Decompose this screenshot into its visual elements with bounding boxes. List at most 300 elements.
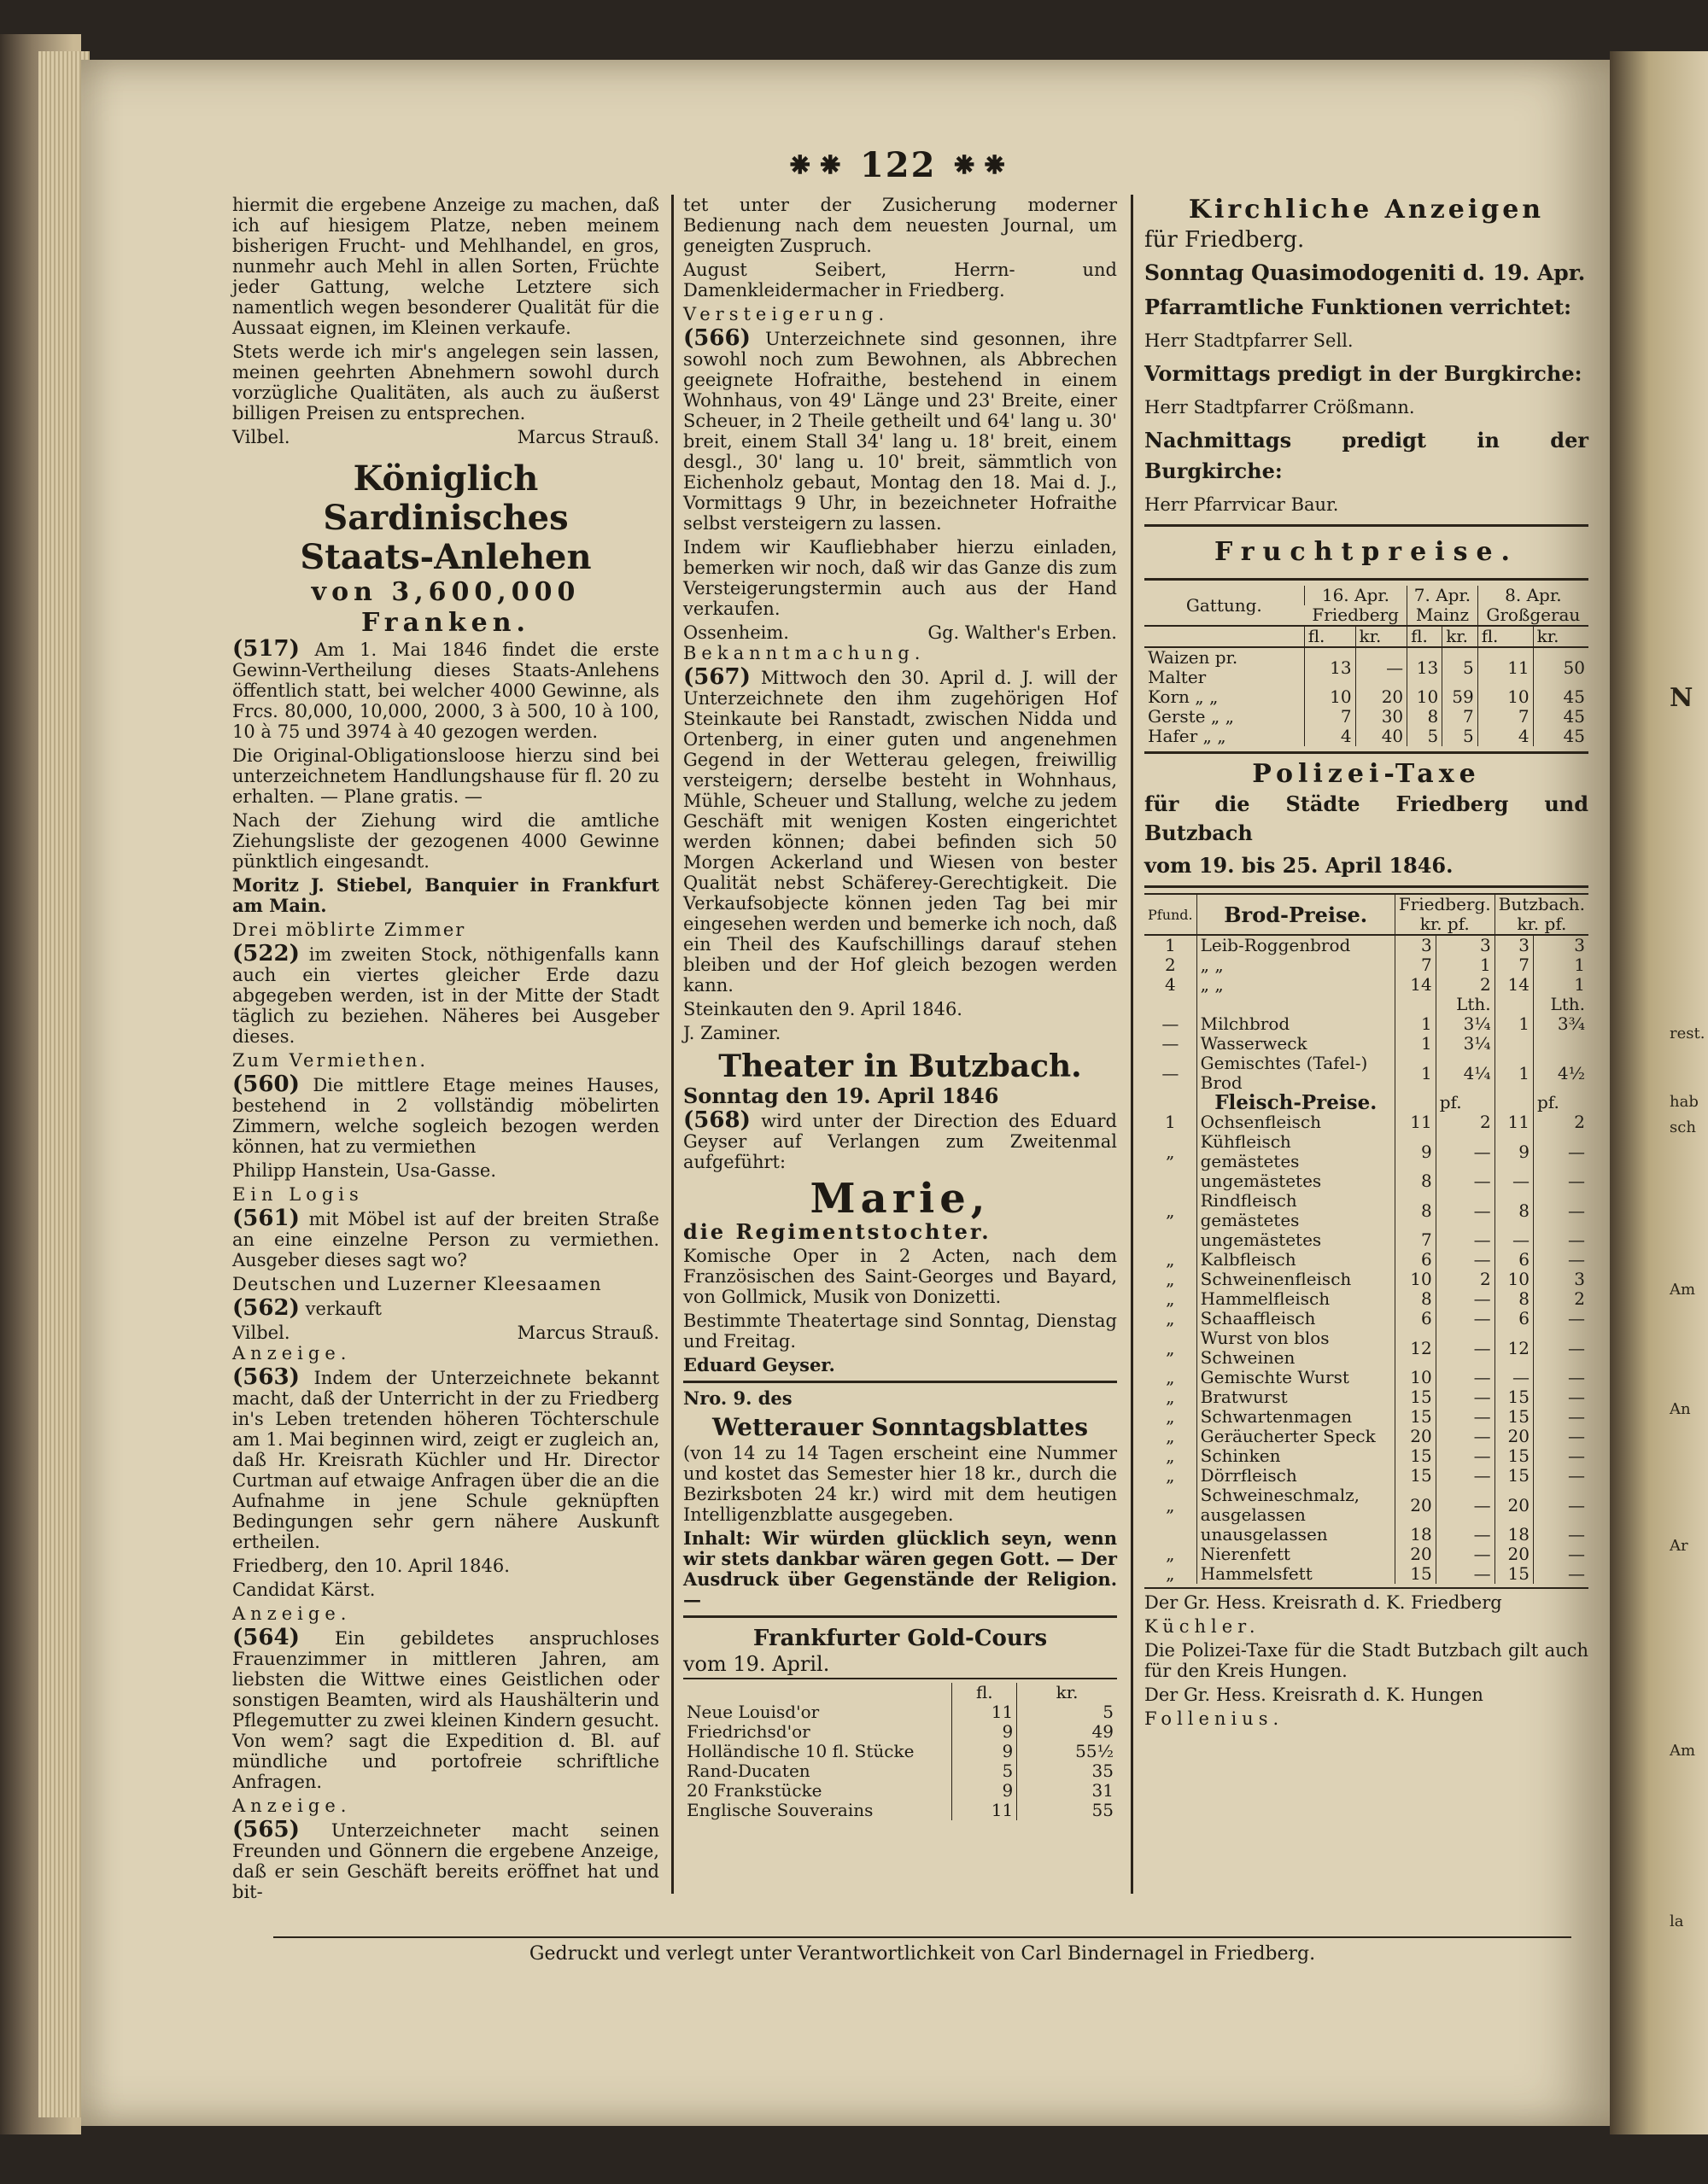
col-header	[1494, 894, 1588, 935]
church-place: für Friedberg.	[1144, 227, 1305, 253]
ad-number: (562)	[232, 1295, 300, 1321]
price-cell: 3¼	[1436, 1014, 1494, 1034]
col-header-label: Friedberg.	[1398, 894, 1491, 914]
opera-days: Bestimmte Theatertage sind Sonntag, Dienstag und Freitag.	[683, 1311, 1117, 1352]
signer: Moritz J. Stiebel, Banquier in Frankfurt am Main.	[232, 874, 659, 916]
weight-cell: „	[1166, 1337, 1175, 1358]
price-cell: 4	[1304, 727, 1355, 746]
signer: Küchler.	[1144, 1616, 1261, 1637]
item-name	[1196, 995, 1395, 1014]
col-header-unit: kr. pf.	[1419, 914, 1470, 934]
unit: fl.	[1304, 626, 1355, 647]
weight-cell: —	[1161, 1013, 1179, 1034]
price-cell: —	[1436, 1427, 1494, 1446]
ad-565	[232, 1819, 659, 1902]
church-title: Kirchliche Anzeigen	[1188, 195, 1545, 225]
police-date: vom 19. bis 25. April 1846.	[1144, 853, 1454, 878]
weight-cell: 1	[1164, 1112, 1176, 1132]
price-cell: —	[1533, 1230, 1588, 1250]
page-number-value: 122	[859, 145, 937, 185]
price-cell: 15	[1494, 1564, 1533, 1584]
weight-cell: „	[1166, 1249, 1175, 1270]
rule	[683, 1678, 1117, 1679]
weight-cell: 4	[1164, 974, 1176, 995]
price-cell: 1	[1533, 975, 1588, 995]
column-3	[1144, 195, 1588, 1732]
price-cell: —	[1533, 1486, 1588, 1525]
rule	[1144, 524, 1588, 527]
price-cell: 10	[1395, 1368, 1436, 1387]
church-person: Herr Pfarrvicar Baur.	[1144, 494, 1339, 515]
price-cell: 1	[1395, 1034, 1436, 1054]
price-cell: 14	[1494, 975, 1533, 995]
price-cell: 3	[1436, 935, 1494, 955]
ad-text: Nach der Ziehung wird die amtliche Ziehungsliste der gezogenen 4000 Gewinne pünktlich eingesandt.	[232, 810, 659, 872]
price-cell: —	[1533, 1309, 1588, 1329]
weight-cell	[1144, 1525, 1196, 1545]
brod-rows	[1144, 935, 1588, 1093]
price-cell: —	[1436, 1564, 1494, 1584]
col-header: kr.	[1017, 1683, 1117, 1702]
church-person: Herr Stadtpfarrer Crößmann.	[1144, 397, 1415, 418]
unit: pf.	[1533, 1093, 1588, 1112]
place: Vilbel.	[232, 427, 290, 447]
price-cell: —	[1533, 1132, 1588, 1171]
price-cell: 3¼	[1436, 1034, 1494, 1054]
ad-number: (560)	[232, 1072, 300, 1097]
price-cell: 14	[1395, 975, 1436, 995]
theater-date: Sonntag den 19. April 1846	[683, 1083, 999, 1108]
rule	[1144, 885, 1588, 888]
price-cell: —	[1533, 1564, 1588, 1584]
table-row	[683, 1742, 1117, 1761]
ad-text: Am 1. Mai 1846 findet die erste Gewinn-Vertheilung dieses Staats-Anlehens öffentlich statt, bei welcher 4000 Gewinne, als Frcs. 80,000, 10,000, 2000, 3 à 500, 10 à 100, 10 à 75 und 3974 à 40 gezogen werden.	[232, 639, 659, 742]
col-header	[1395, 894, 1494, 935]
church-person: Herr Stadtpfarrer Sell.	[1144, 330, 1354, 351]
price-fl: 5	[952, 1761, 1017, 1781]
rule	[683, 1381, 1117, 1383]
table-row	[1144, 1014, 1588, 1034]
signature	[232, 1323, 659, 1343]
loan-amount: von 3,600,000 Franken.	[311, 577, 581, 638]
ad-566	[683, 325, 1117, 534]
price-cell: 59	[1442, 687, 1478, 707]
signer: Philipp Hanstein, Usa-Gasse.	[232, 1160, 497, 1181]
price-cell: —	[1533, 1387, 1588, 1407]
price-cell	[1533, 1034, 1588, 1054]
table-row	[1144, 1486, 1588, 1525]
table-row	[683, 1761, 1117, 1781]
price-cell: 15	[1395, 1446, 1436, 1466]
price-cell: 40	[1355, 727, 1407, 746]
item-name: Schinken	[1196, 1446, 1395, 1466]
weight-cell: „	[1166, 1387, 1175, 1407]
ad-heading: Ein Logis	[232, 1184, 364, 1205]
ad-heading: Bekanntmachung.	[683, 643, 926, 663]
price-cell: 8	[1494, 1289, 1533, 1309]
price-cell	[1395, 995, 1436, 1014]
price-cell: 9	[1494, 1132, 1533, 1171]
price-kr: 55	[1017, 1801, 1117, 1820]
price-cell: —	[1533, 1191, 1588, 1230]
price-cell: 6	[1395, 1309, 1436, 1329]
price-cell: 6	[1395, 1250, 1436, 1270]
fruit-title: Fruchtpreise.	[1214, 537, 1518, 567]
price-cell: 45	[1533, 707, 1588, 727]
col-header: Brod-Preise.	[1196, 894, 1395, 935]
price-cell: 15	[1494, 1387, 1533, 1407]
next-page-letter: rest.	[1670, 1025, 1705, 1042]
ad-text: Die mittlere Etage meines Hauses, bestehend in 2 vollständig möbelirten Zimmern, welche sogleich bezogen werden können, hat zu vermiethen	[232, 1075, 659, 1157]
item-name: Schweineschmalz, ausgelassen	[1196, 1486, 1395, 1525]
item-name: „ „	[1196, 975, 1395, 995]
church-line: Pfarramtliche Funktionen verrichtet:	[1144, 295, 1572, 319]
paper-content: Inhalt: Wir würden glücklich seyn, wenn wir stets dankbar wären gegen Gott. — Der Ausdruck über Gegenstände der Religion. —	[683, 1527, 1117, 1610]
ad-561	[232, 1208, 659, 1270]
price-cell: —	[1533, 1545, 1588, 1564]
price-cell: —	[1533, 1446, 1588, 1466]
table-row	[1144, 1171, 1588, 1191]
ad-517	[232, 636, 659, 742]
ad-heading: Anzeige.	[232, 1796, 352, 1816]
meat-rows	[1144, 1112, 1588, 1584]
signature	[683, 622, 1117, 643]
price-cell: —	[1436, 1407, 1494, 1427]
price-cell: 7	[1477, 707, 1533, 727]
theater-title: Theater in Butzbach.	[718, 1048, 1082, 1084]
item-name: Geräucherter Speck	[1196, 1427, 1395, 1446]
signer: Follenius.	[1144, 1708, 1284, 1729]
price-cell: —	[1436, 1545, 1494, 1564]
ad-number: (517)	[232, 636, 300, 662]
coin-name: Englische Souverains	[687, 1800, 874, 1820]
price-cell: 1	[1533, 955, 1588, 975]
price-cell: —	[1533, 1250, 1588, 1270]
fruit-table	[1144, 586, 1588, 746]
item-name: Schweinenfleisch	[1196, 1270, 1395, 1289]
price-cell: 3	[1395, 935, 1436, 955]
table-row	[683, 1702, 1117, 1722]
price-cell: 8	[1395, 1191, 1436, 1230]
price-cell: —	[1533, 1525, 1588, 1545]
price-fl: 9	[952, 1722, 1017, 1742]
table-row	[1144, 1112, 1588, 1132]
unit: pf.	[1436, 1093, 1494, 1112]
price-cell: 7	[1304, 707, 1355, 727]
ad-564	[232, 1627, 659, 1792]
ad-number: (564)	[232, 1625, 300, 1650]
table-row	[1144, 1270, 1588, 1289]
weight-cell: „	[1166, 1494, 1175, 1515]
col-header: Friedberg	[1312, 604, 1399, 625]
price-cell: 4	[1477, 727, 1533, 746]
item-name: Hammelfleisch	[1196, 1289, 1395, 1309]
price-cell: 2	[1436, 975, 1494, 995]
item-name: Dörrfleisch	[1196, 1466, 1395, 1486]
rule	[683, 1615, 1117, 1618]
signer: Der Gr. Hess. Kreisrath d. K. Friedberg	[1144, 1592, 1502, 1613]
signer: Der Gr. Hess. Kreisrath d. K. Hungen	[1144, 1685, 1483, 1705]
signer: Candidat Kärst.	[232, 1580, 376, 1600]
price-cell: 15	[1494, 1407, 1533, 1427]
opera-title: Marie,	[810, 1175, 991, 1223]
price-cell: 18	[1395, 1525, 1436, 1545]
price-fl: 9	[952, 1742, 1017, 1761]
table-row	[1144, 1132, 1588, 1171]
item-name: Wurst von blos Schweinen	[1196, 1329, 1395, 1368]
weight-cell: „	[1166, 1367, 1175, 1387]
ad-text: Die Original-Obligationsloose hierzu sind bei unterzeichnetem Handlungshause für fl. 20 zu erhalten. — Plane gratis. —	[232, 745, 659, 807]
price-cell: —	[1436, 1446, 1494, 1466]
price-cell: —	[1436, 1289, 1494, 1309]
price-cell: 8	[1395, 1289, 1436, 1309]
next-page-letter: Ar	[1670, 1537, 1688, 1555]
price-cell: 3	[1494, 935, 1533, 955]
price-cell: 7	[1442, 707, 1478, 727]
signer: Marcus Strauß.	[517, 427, 659, 447]
price-cell: 5	[1442, 647, 1478, 687]
next-page-letter: sch	[1670, 1118, 1696, 1136]
item-name: Milchbrod	[1196, 1014, 1395, 1034]
price-cell: —	[1533, 1427, 1588, 1446]
weight-cell: „	[1166, 1269, 1175, 1289]
price-cell: 15	[1395, 1564, 1436, 1584]
ad-heading: Deutschen und Luzerner Kleesaamen	[232, 1274, 602, 1294]
price-cell: 12	[1494, 1329, 1533, 1368]
column-2	[683, 195, 1117, 1820]
item-name: Schaaffleisch	[1196, 1309, 1395, 1329]
price-cell: 1	[1395, 1014, 1436, 1034]
table-row	[1144, 1054, 1588, 1093]
item-name: ungemästetes	[1196, 1230, 1395, 1250]
item-name: Bratwurst	[1196, 1387, 1395, 1407]
column-divider	[1131, 195, 1133, 1894]
ad-560	[232, 1074, 659, 1157]
price-cell: —	[1436, 1250, 1494, 1270]
signer: Marcus Strauß.	[517, 1323, 659, 1343]
nro-title: Nro. 9. des	[683, 1387, 793, 1409]
church-date: Sonntag Quasimodogeniti d. 19. Apr.	[1144, 260, 1586, 285]
price-cell: 3¾	[1533, 1014, 1588, 1034]
brod-table	[1144, 893, 1588, 1584]
price-cell: 4¼	[1436, 1054, 1494, 1093]
gold-date: vom 19. April.	[683, 1652, 830, 1676]
table-row	[1144, 1309, 1588, 1329]
paper-text: (von 14 zu 14 Tagen erscheint eine Nummer und kostet das Semester hier 18 kr., durch die Bezirksboten 24 kr.) wird mit dem heutigen Intelligenzblatte ausgegeben.	[683, 1443, 1117, 1525]
price-cell: 11	[1395, 1112, 1436, 1132]
imprint-footer: Gedruckt und verlegt unter Verantwortlichkeit von Carl Bindernagel in Friedberg.	[273, 1936, 1571, 1965]
price-cell: 12	[1395, 1329, 1436, 1368]
price-cell: 45	[1533, 687, 1588, 707]
table-row	[1144, 1250, 1588, 1270]
price-cell: 15	[1395, 1466, 1436, 1486]
price-cell: 1	[1436, 955, 1494, 975]
coin-name: Holländische 10 fl. Stücke	[687, 1741, 915, 1761]
table-row	[1144, 1289, 1588, 1309]
next-page-fragment	[1610, 51, 1708, 2134]
price-cell: 18	[1494, 1525, 1533, 1545]
col-header: fl.	[952, 1683, 1017, 1702]
col-header: Großgerau	[1477, 605, 1588, 626]
price-cell: 6	[1494, 1309, 1533, 1329]
item-name: Nierenfett	[1196, 1545, 1395, 1564]
ad-heading: Anzeige.	[232, 1343, 352, 1364]
column-1	[232, 195, 659, 1906]
table-row	[1144, 995, 1588, 1014]
ad-text: verkauft	[305, 1299, 382, 1319]
price-cell: —	[1533, 1329, 1588, 1368]
signer: Gg. Walther's Erben.	[927, 622, 1117, 643]
price-cell: —	[1436, 1230, 1494, 1250]
rule	[1144, 578, 1588, 581]
col-header: 7. Apr.	[1407, 586, 1478, 605]
price-cell: 11	[1477, 647, 1533, 687]
price-kr: 35	[1017, 1761, 1117, 1781]
weight-cell: „	[1166, 1288, 1175, 1309]
col-header: Gattung.	[1185, 594, 1262, 616]
fruit-rows	[1144, 647, 1588, 746]
price-cell: —	[1494, 1171, 1533, 1191]
item-name: Leib-Roggenbrod	[1196, 935, 1395, 955]
signer: August Seibert, Herrn- und Damenkleidermacher in Friedberg.	[683, 260, 1117, 301]
price-cell: —	[1436, 1132, 1494, 1171]
price-cell: 10	[1304, 687, 1355, 707]
price-cell: 20	[1494, 1427, 1533, 1446]
ad-number: (566)	[683, 325, 751, 351]
price-cell: 8	[1494, 1191, 1533, 1230]
unit: fl.	[1477, 626, 1533, 647]
place: Friedberg, den 10. April 1846.	[232, 1556, 510, 1576]
next-page-letter: Am	[1670, 1742, 1696, 1760]
price-cell: 20	[1494, 1486, 1533, 1525]
grain-name: Korn „ „	[1148, 686, 1219, 707]
ad-562	[232, 1295, 659, 1321]
unit: kr.	[1355, 626, 1407, 647]
ad-heading: Versteigerung.	[683, 304, 890, 324]
loan-title: Königlich Sardinisches	[323, 458, 569, 538]
next-page-letter: la	[1670, 1912, 1684, 1930]
coin-name: Rand-Ducaten	[687, 1761, 810, 1781]
ad-text: Ein gebildetes anspruchloses Frauenzimmer in mittleren Jahren, am liebsten die Wittwe eines Geistlichen oder sonstigen Beamten, wird als Haushälterin und Pflegemutter zu zwei kleinen Kindern gesucht. Von wem? sagt die Expedition d. Bl. auf mündliche und portofreie schriftliche Anfragen.	[232, 1628, 659, 1792]
ad-text: wird unter der Direction des Eduard Geyser auf Verlangen zum Zweitenmal aufgeführt:	[683, 1111, 1117, 1172]
price-cell: —	[1436, 1309, 1494, 1329]
gold-rows	[683, 1702, 1117, 1820]
price-cell: 30	[1355, 707, 1407, 727]
price-cell: 10	[1494, 1270, 1533, 1289]
table-row	[1144, 1191, 1588, 1230]
price-kr: 31	[1017, 1781, 1117, 1801]
grain-name: Gerste „ „	[1148, 706, 1234, 727]
price-cell: 10	[1395, 1270, 1436, 1289]
meat-title: Fleisch-Preise.	[1196, 1093, 1395, 1112]
price-cell: —	[1436, 1466, 1494, 1486]
weight-cell: „	[1166, 1200, 1175, 1221]
item-name: Schwartenmagen	[1196, 1407, 1395, 1427]
church-line: Vormittags predigt in der Burgkirche:	[1144, 361, 1582, 386]
table-header	[683, 1683, 1117, 1702]
ad-text: Unterzeichnete sind gesonnen, ihre sowohl noch zum Bewohnen, als Abbrechen geeignete Hofraithe, bestehend in einem Wohnhaus, von 49' Länge und 23' Breite, einer Scheuer, in 2 Theile getheilt und 64' lang u. 30' breit, einem Stall 34' lang u. 18' breit, einem desgl., 30' lang u. 10' breit, sämmtlich von Eichenholz gebaut, Montag den 18. Mai d. J., Vormittags 9 Uhr, in bezeichneter Hofraithe selbst versteigern zu lassen.	[683, 329, 1117, 534]
grain-name: Waizen pr. Malter	[1148, 647, 1238, 687]
item-name: Hammelsfett	[1196, 1564, 1395, 1584]
table-row	[1144, 1034, 1588, 1054]
item-name: Gemischtes (Tafel-) Brod	[1196, 1054, 1395, 1093]
table-row	[1144, 1446, 1588, 1466]
price-cell: —	[1494, 1368, 1533, 1387]
col-header: Pfund.	[1148, 906, 1193, 923]
price-cell: 8	[1407, 707, 1442, 727]
price-cell: —	[1533, 1407, 1588, 1427]
ad-text: hiermit die ergebene Anzeige zu machen, daß ich auf hiesigem Platze, neben meinem bisherigen Frucht- und Mehlhandel, en gros, nunmehr auch Mehl in allen Sorten, Früchte jeder Gattung, welche Letztere sich namentlich wegen besonderer Qualität für die Aussaat eignen, im Kleinen verkaufe.	[232, 195, 659, 338]
next-page-letter: Am	[1670, 1281, 1696, 1299]
price-cell: 7	[1395, 955, 1436, 975]
weight-cell: „	[1166, 1465, 1175, 1486]
unit: kr.	[1533, 626, 1588, 647]
price-cell: —	[1436, 1329, 1494, 1368]
column-divider	[671, 195, 674, 1894]
price-cell: —	[1436, 1387, 1494, 1407]
item-name: Rindfleisch gemästetes	[1196, 1191, 1395, 1230]
ad-number: (563)	[232, 1364, 300, 1390]
place: Ossenheim.	[683, 622, 789, 643]
coin-name: Neue Louisd'or	[687, 1702, 820, 1722]
item-name: Kalbfleisch	[1196, 1250, 1395, 1270]
table-row	[1144, 935, 1588, 955]
table-row	[1144, 1564, 1588, 1584]
price-cell: 1	[1494, 1054, 1533, 1093]
price-cell: 5	[1442, 727, 1478, 746]
price-cell: 8	[1395, 1171, 1436, 1191]
price-cell: 3	[1533, 1270, 1588, 1289]
ad-text: Indem der Unterzeichnete bekannt macht, daß der Unterricht in der zu Friedberg in's Leben tretenden höheren Töchterschule am 1. Mai beginnen wird, zeigt er zugleich an, daß Hr. Kreisrath Küchler und Hr. Director Curtman auf etwaige Anfragen über die an die Aufnahme in jene Schule geknüpften Bedingungen sehr gern nähere Auskunft ertheilen.	[232, 1368, 659, 1552]
price-cell: 10	[1477, 687, 1533, 707]
table-row	[1144, 1407, 1588, 1427]
price-cell: 5	[1407, 727, 1442, 746]
rule	[1144, 1587, 1588, 1589]
item-name: ungemästetes	[1196, 1171, 1395, 1191]
price-kr: 5	[1017, 1702, 1117, 1722]
price-cell: 4½	[1533, 1054, 1588, 1093]
gold-title: Frankfurter Gold-Cours	[752, 1626, 1048, 1651]
price-cell: 7	[1395, 1230, 1436, 1250]
weight-cell	[1144, 1230, 1196, 1250]
signature	[232, 427, 659, 447]
price-cell: 2	[1436, 1112, 1494, 1132]
table-row	[1144, 707, 1588, 727]
price-cell: 20	[1395, 1486, 1436, 1525]
coin-name: Friedrichsd'or	[687, 1721, 810, 1742]
price-cell: 13	[1407, 647, 1442, 687]
place: Steinkauten den 9. April 1846.	[683, 999, 962, 1019]
price-cell: —	[1533, 1171, 1588, 1191]
next-page-letter: hab	[1670, 1093, 1699, 1111]
ad-text: tet unter der Zusicherung moderner Bedienung nach dem neuesten Journal, um geneigten Zuspruch.	[683, 195, 1117, 256]
ad-563	[232, 1364, 659, 1552]
table-row	[1144, 955, 1588, 975]
price-cell: 2	[1533, 1112, 1588, 1132]
ad-number: (568)	[683, 1107, 751, 1133]
table-row	[1144, 1427, 1588, 1446]
page-ornament-left: ⁕⁕	[786, 145, 847, 185]
price-cell: —	[1436, 1525, 1494, 1545]
col-header-label: Butzbach.	[1498, 894, 1585, 914]
price-cell: 20	[1494, 1545, 1533, 1564]
price-cell: 1	[1395, 1054, 1436, 1093]
weight-cell: 1	[1164, 935, 1176, 955]
col-header: Mainz	[1407, 605, 1478, 626]
ad-heading: Drei möblirte Zimmer	[232, 920, 466, 940]
police-subtitle: für die Städte Friedberg und Butzbach	[1144, 791, 1588, 845]
price-cell: —	[1436, 1171, 1494, 1191]
